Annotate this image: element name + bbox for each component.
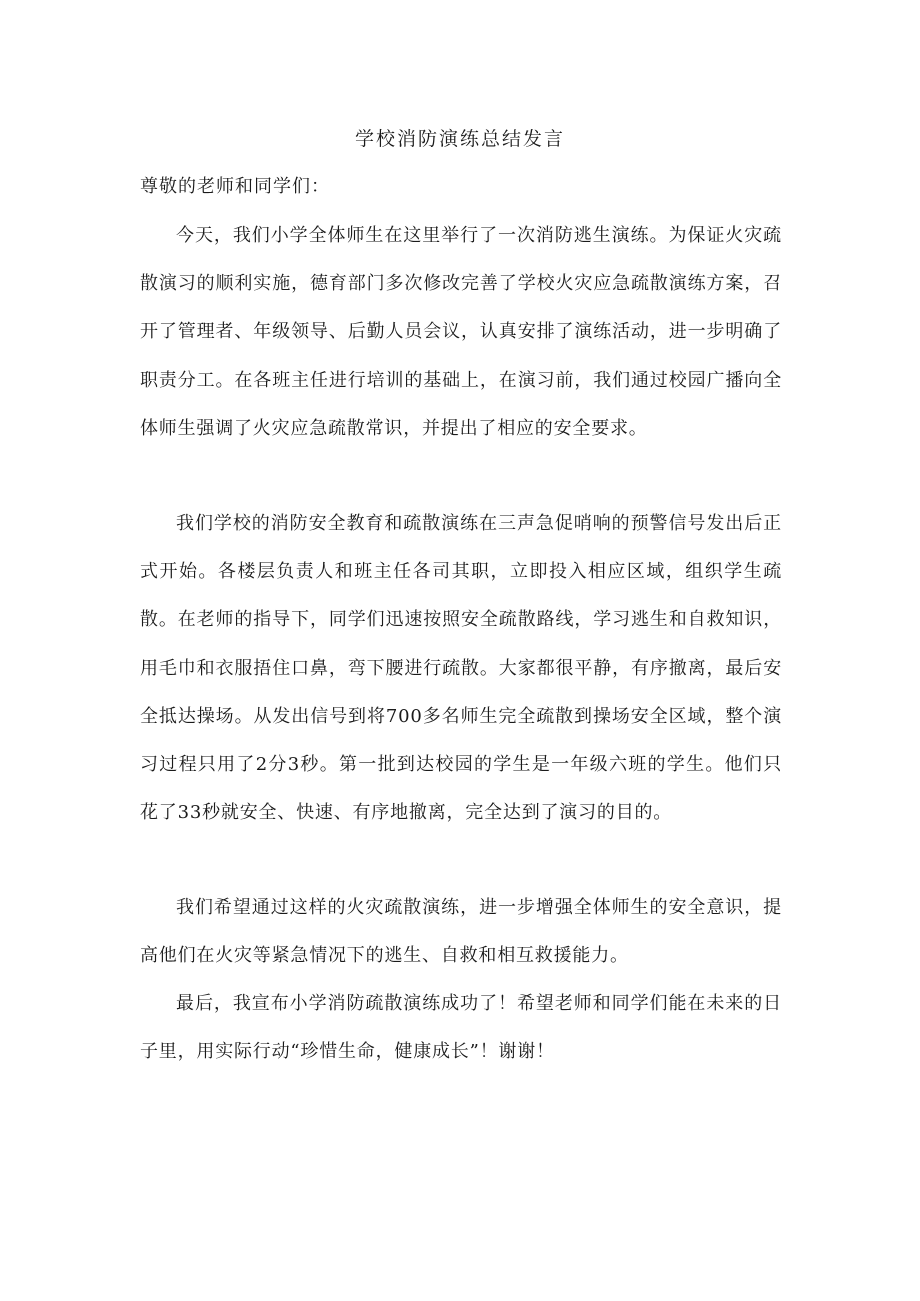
document-title: 学校消防演练总结发言 bbox=[354, 128, 565, 150]
paragraph-closing: 最后，我宣布小学消防疏散演练成功了！希望老师和同学们能在未来的日子里，用实际行动“珍惜生命，健康成长”！谢谢！ bbox=[140, 993, 782, 1063]
paragraph-preparation: 今天，我们小学全体师生在这里举行了一次消防逃生演练。为保证火灾疏散演习的顺利实施，德育部门多次修改完善了学校火灾应急疏散演练方案，召开了管理者、年级领导、后勤人员会议，认真安排了演练活动，进一步明确了职责分工。在各班主任进行培训的基础上，在演习前，我们通过校园广播向全体师生强调了火灾应急疏散常识，并提出了相应的安全要求。 bbox=[140, 225, 782, 439]
salutation: 尊敬的老师和同学们： bbox=[140, 176, 330, 197]
paragraph-evacuation: 我们学校的消防安全教育和疏散演练在三声急促哨响的预警信号发出后正式开始。各楼层负责人和班主任各司其职，立即投入相应区域，组织学生疏散。在老师的指导下，同学们迅速按照安全疏散路线，学习逃生和自救知识，用毛巾和衣服捂住口鼻，弯下腰进行疏散。大家都很平静，有序撤离，最后安全抵达操场。从发出信号到将700多名师生完全疏散到操场安全区域，整个演习过程只用了2分3秒。第一批到达校园的学生是一年级六班的学生。他们只花了33秒就安全、快速、有序地撤离，完全达到了演习的目的。 bbox=[140, 513, 782, 824]
paragraph-purpose: 我们希望通过这样的火灾疏散演练，进一步增强全体师生的安全意识，提高他们在火灾等紧急情况下的逃生、自救和相互救援能力。 bbox=[140, 897, 782, 967]
